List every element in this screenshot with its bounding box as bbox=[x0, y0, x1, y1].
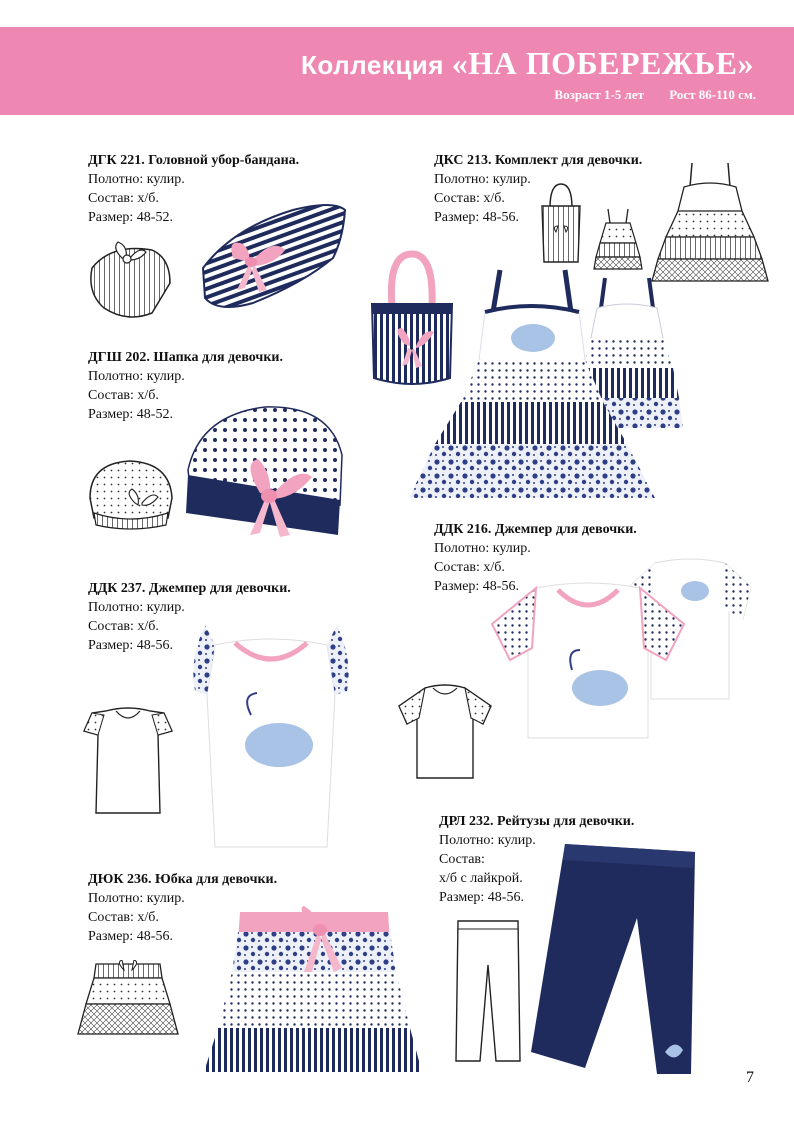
bandana-photo bbox=[193, 198, 353, 316]
tshirt-sketch bbox=[395, 682, 495, 782]
product-title: ДГК 221. Головной убор-бандана. bbox=[88, 153, 300, 168]
product-composition: Состав: bbox=[439, 852, 485, 867]
product-fabric: Полотно: кулир. bbox=[88, 369, 185, 384]
product-size: Размер: 48-56. bbox=[439, 890, 524, 905]
product-composition: Состав: х/б. bbox=[88, 619, 159, 634]
title-prefix: Коллекция bbox=[301, 50, 444, 80]
product-title: ДДК 216. Джемпер для девочки. bbox=[434, 522, 637, 537]
bandana-sketch bbox=[82, 228, 182, 328]
skirt-sketch bbox=[76, 960, 181, 1040]
hat-photo bbox=[180, 395, 355, 543]
collection-subtitle bbox=[532, 87, 756, 103]
product-title: ДЮК 236. Юбка для девочки. bbox=[88, 872, 278, 887]
page-number: 7 bbox=[746, 1069, 754, 1086]
leggings-sketch bbox=[448, 915, 528, 1065]
product-size: Размер: 48-52. bbox=[88, 210, 173, 225]
product-size: Размер: 48-56. bbox=[88, 638, 173, 653]
product-composition-detail: х/б с лайкрой. bbox=[439, 871, 523, 886]
title-name: «НА ПОБЕРЕЖЬЕ» bbox=[451, 45, 754, 81]
vest-photo bbox=[175, 615, 370, 850]
product-size: Размер: 48-56. bbox=[434, 579, 519, 594]
collection-title bbox=[301, 45, 754, 82]
height-range: Рост 86-110 см. bbox=[669, 87, 756, 102]
dress-sketch bbox=[648, 155, 773, 285]
product-composition: Состав: х/б. bbox=[434, 560, 505, 575]
tshirt-photo-front bbox=[488, 580, 688, 740]
product-title: ДГШ 202. Шапка для девочки. bbox=[88, 350, 283, 365]
product-composition: Состав: х/б. bbox=[434, 191, 505, 206]
hat-sketch bbox=[80, 453, 180, 533]
product-fabric: Полотно: кулир. bbox=[88, 600, 185, 615]
dress-photo-front bbox=[405, 262, 665, 510]
leggings-photo bbox=[525, 838, 715, 1078]
product-title: ДДК 237. Джемпер для девочки. bbox=[88, 581, 291, 596]
vest-sketch bbox=[78, 705, 178, 817]
product-fabric: Полотно: кулир. bbox=[88, 891, 185, 906]
product-size: Размер: 48-52. bbox=[88, 407, 173, 422]
product-fabric: Полотно: кулир. bbox=[434, 172, 531, 187]
age-range: Возраст 1-5 лет bbox=[554, 87, 644, 102]
product-fabric: Полотно: кулир. bbox=[434, 541, 531, 556]
product-composition: Состав: х/б. bbox=[88, 191, 159, 206]
skirt-photo bbox=[200, 902, 425, 1077]
product-size: Размер: 48-56. bbox=[88, 929, 173, 944]
collection-banner bbox=[0, 27, 794, 115]
bag-sketch bbox=[536, 180, 586, 266]
product-composition: Состав: х/б. bbox=[88, 910, 159, 925]
product-title: ДРЛ 232. Рейтузы для девочки. bbox=[439, 814, 635, 829]
product-fabric: Полотно: кулир. bbox=[439, 833, 536, 848]
product-title: ДКС 213. Комплект для девочки. bbox=[434, 153, 643, 168]
product-composition: Состав: х/б. bbox=[88, 388, 159, 403]
product-fabric: Полотно: кулир. bbox=[88, 172, 185, 187]
product-size: Размер: 48-56. bbox=[434, 210, 519, 225]
